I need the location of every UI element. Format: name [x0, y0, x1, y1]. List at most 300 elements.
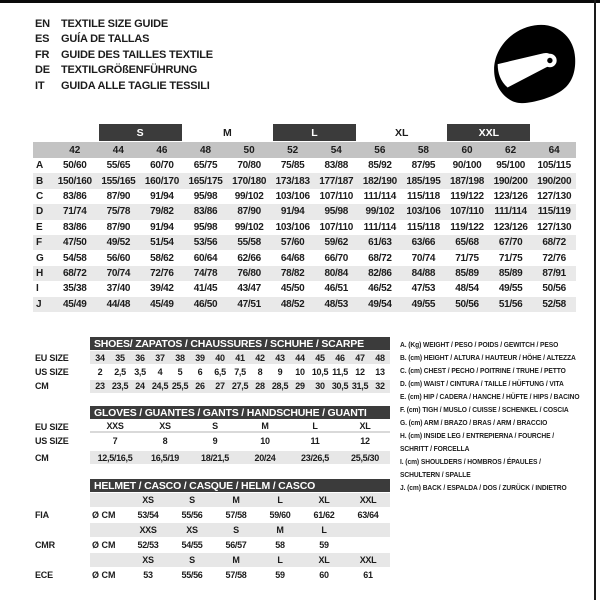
size-value: 35/38: [63, 283, 87, 295]
size-value: 44: [295, 352, 305, 363]
size-value: 39: [195, 352, 205, 363]
legend-line: SCHULTERN / SPALLE: [400, 470, 471, 479]
size-value: 87/90: [106, 221, 131, 233]
language-row: [35, 32, 213, 47]
size-value: 61/63: [368, 237, 392, 249]
size-value: 83/88: [324, 160, 349, 172]
language-titles: [35, 17, 213, 94]
size-value: 127/130: [537, 190, 572, 202]
size-column-header: 56: [374, 144, 386, 156]
size-value: 111/114: [363, 190, 397, 202]
size-value: 7,5: [234, 366, 246, 377]
size-value: 30,5: [331, 381, 349, 392]
language-title: GUIDE DES TAILLES TEXTILE: [61, 48, 213, 61]
size-value: 60/64: [193, 252, 218, 264]
size-value: 70/74: [106, 267, 131, 279]
size-value: 6,5: [214, 366, 226, 377]
table-row: [33, 173, 576, 188]
size-value: 59: [275, 569, 285, 580]
size-value: 42: [255, 352, 265, 363]
size-value: 30: [315, 381, 325, 392]
size-value: 190/200: [493, 175, 528, 187]
size-value: 150/160: [57, 175, 92, 187]
size-column-header: 42: [69, 144, 81, 156]
size-number-header-row: [33, 142, 576, 158]
spacer: [35, 337, 90, 350]
language-row: [35, 79, 213, 94]
size-value: 54/58: [63, 252, 87, 264]
size-value: 63/66: [411, 237, 436, 249]
size-value: 57/58: [225, 569, 247, 580]
helmet-sizes-row: [35, 553, 390, 567]
size-column-header: 52: [287, 144, 299, 156]
size-column-header: 46: [156, 144, 168, 156]
size-value: 115/118: [406, 190, 440, 202]
language-title: TEXTILE SIZE GUIDE: [61, 18, 169, 30]
size-value: 58/62: [150, 252, 174, 264]
diameter-label: Ø CM: [92, 509, 116, 520]
size-value: 59: [319, 539, 329, 550]
size-value: 46/51: [324, 283, 349, 295]
size-value: 105/115: [537, 160, 571, 172]
gloves-row: [35, 420, 390, 433]
legend-line: C. (cm) CHEST / PECHO / POITRINE / TRUHE / PETTO: [400, 366, 566, 375]
size-value: 50/60: [63, 160, 87, 172]
helmet-sizes: [90, 493, 390, 507]
size-value: 85/89: [455, 267, 479, 279]
size-value: 87/90: [106, 190, 131, 202]
size-value: 72/76: [542, 252, 566, 264]
row-label: G: [36, 252, 44, 264]
row-label: B: [36, 175, 44, 187]
size-value: 40: [215, 352, 225, 363]
language-code: DE: [35, 64, 50, 77]
size-value: 46/52: [368, 283, 392, 295]
legend-line: J. (cm) BACK / ESPALDA / DOS / ZURÜCK / INDIETRO: [400, 483, 567, 492]
size-value: 123/126: [493, 190, 528, 202]
gloves-row: [35, 434, 390, 447]
size-value: 170/180: [232, 175, 267, 187]
size-column-header: 64: [548, 144, 560, 156]
size-value: 12: [360, 435, 370, 446]
table-row: [33, 235, 576, 250]
legend-line: B. (cm) HEIGHT / ALTURA / HAUTEUR / HÖHE / ALTEZZA: [400, 353, 576, 362]
size-value: 45: [315, 352, 325, 363]
legend-line: SCHRITT / FORCELLA: [400, 444, 470, 453]
size-value: 34: [95, 352, 105, 363]
size-value: 2,5: [114, 366, 126, 377]
size-value: 23,5: [111, 381, 129, 392]
size-group-l: L: [273, 124, 356, 141]
size-value: 48/54: [455, 283, 479, 295]
row-label: EU SIZE: [35, 352, 69, 363]
size-value: 45/50: [280, 283, 305, 295]
top-border-line: [0, 0, 600, 3]
language-title: GUÍA DE TALLAS: [61, 33, 150, 46]
size-value: 99/102: [234, 221, 264, 233]
table-row: [33, 266, 576, 281]
size-value: 25,5/30: [351, 452, 379, 463]
size-value: 10: [295, 366, 305, 377]
helmet-size-label: L: [321, 524, 327, 535]
size-value: 70/80: [237, 160, 261, 172]
size-column-header: 50: [243, 144, 255, 156]
size-value: 49/54: [368, 298, 392, 310]
size-value: 10: [260, 435, 270, 446]
size-value: 46/50: [193, 298, 218, 310]
size-value: 82/86: [368, 267, 392, 279]
helmet-size-label: XS: [142, 554, 154, 565]
size-value: 107/110: [319, 221, 354, 233]
gloves-table-title: GLOVES / GUANTES / GANTS / HANDSCHUHE / GUANTI: [90, 406, 390, 419]
size-value: 66/70: [324, 252, 349, 264]
size-value: 187/198: [450, 175, 485, 187]
helmet-table-rows: [35, 493, 390, 582]
size-value: 47/51: [237, 298, 261, 310]
size-value: 95/98: [193, 221, 218, 233]
size-value: 37: [155, 352, 165, 363]
size-value: 74/78: [193, 267, 218, 279]
size-value: 71/74: [63, 206, 87, 218]
size-value: 41: [235, 352, 245, 363]
size-value: 95/98: [324, 206, 349, 218]
size-value: 49/52: [106, 237, 131, 249]
table-row: [33, 189, 576, 204]
size-value: 12,5/16,5: [97, 452, 133, 463]
size-value: 87/91: [542, 267, 566, 279]
helmet-size-label: XXL: [359, 494, 377, 505]
size-value: 65/68: [455, 237, 479, 249]
standard-label: FIA: [35, 509, 49, 520]
size-value: 16,5/19: [151, 452, 179, 463]
size-value: 95/98: [193, 190, 218, 202]
helmet-size-label: S: [189, 494, 195, 505]
size-value: 6: [197, 366, 203, 377]
size-value: 44/48: [106, 298, 131, 310]
size-group-xxl: XXL: [447, 124, 530, 141]
size-value: 24: [135, 381, 145, 392]
helmet-size-label: XL: [318, 494, 330, 505]
spacer: [35, 553, 90, 567]
size-value: 18/21,5: [201, 452, 229, 463]
textile-size-table: [33, 123, 576, 312]
table-row: [33, 158, 576, 173]
size-value: XXS: [106, 420, 124, 431]
row-label: H: [36, 267, 44, 279]
size-value: 87/90: [237, 206, 261, 218]
size-group-xl: XL: [394, 126, 409, 139]
helmet-sizes-row: [35, 493, 390, 507]
size-value: 10,5: [311, 366, 329, 377]
size-value: 9: [212, 435, 218, 446]
shoes-table-title: SHOES/ ZAPATOS / CHAUSSURES / SCHUHE / SCARPE: [90, 337, 390, 350]
diameter-label: Ø CM: [92, 539, 116, 550]
size-value: 5: [177, 366, 183, 377]
size-value: 8: [257, 366, 263, 377]
size-value: 48: [375, 352, 385, 363]
legend-line: F. (cm) TIGH / MUSLO / CUISSE / SCHENKEL / COSCIA: [400, 405, 569, 414]
size-value: 35: [115, 352, 125, 363]
language-title: GUIDA ALLE TAGLIE TESSILI: [61, 79, 210, 92]
size-value: L: [312, 420, 318, 431]
size-value: 23/26,5: [301, 452, 329, 463]
size-value: 190/200: [537, 175, 572, 187]
helmet-icon: [486, 13, 576, 108]
gloves-values: [90, 434, 390, 447]
size-value: 155/165: [101, 175, 136, 187]
legend-line: I. (cm) SHOULDERS / HOMBROS / ÉPAULES /: [400, 457, 541, 466]
size-value: 53/56: [193, 237, 218, 249]
size-value: 115/118: [406, 221, 440, 233]
helmet-table-title: HELMET / CASCO / CASQUE / HELM / CASCO: [90, 479, 390, 492]
size-value: 83/86: [63, 221, 87, 233]
size-value: 50/56: [455, 298, 479, 310]
size-value: 71/75: [455, 252, 479, 264]
size-value: 45/49: [150, 298, 174, 310]
size-value: M: [261, 420, 269, 431]
language-row: [35, 63, 213, 78]
size-value: 61: [363, 569, 373, 580]
size-value: 119/122: [450, 190, 484, 202]
size-value: 107/110: [319, 190, 354, 202]
row-label: EU SIZE: [35, 421, 69, 432]
size-value: 27,5: [231, 381, 249, 392]
size-value: 45/49: [63, 298, 87, 310]
size-value: 91/94: [150, 221, 174, 233]
size-value: 39/42: [150, 283, 174, 295]
shoes-values: [90, 351, 390, 364]
size-value: 27: [215, 381, 225, 392]
size-value: 49/55: [498, 283, 523, 295]
size-value: 165/175: [188, 175, 223, 187]
language-row: [35, 48, 213, 63]
table-row: [33, 204, 576, 219]
size-value: 2: [97, 366, 103, 377]
size-group-row: [33, 123, 576, 142]
size-value: S: [212, 420, 218, 431]
row-label: US SIZE: [35, 366, 69, 377]
gloves-row: [35, 451, 390, 464]
shoes-row: [35, 351, 390, 364]
size-value: 160/170: [144, 175, 179, 187]
size-value: 99/102: [365, 206, 395, 218]
size-value: 51/54: [150, 237, 174, 249]
size-value: 65/75: [193, 160, 218, 172]
size-value: 56/57: [225, 539, 247, 550]
size-value: 3,5: [134, 366, 146, 377]
size-value: 79/82: [150, 206, 174, 218]
helmet-size-label: S: [189, 554, 195, 565]
right-border-line: [594, 0, 596, 600]
language-code: FR: [35, 48, 50, 61]
helmet-values-row: [35, 538, 390, 552]
size-value: 84/88: [411, 267, 436, 279]
size-value: 68/72: [542, 237, 566, 249]
size-value: 11: [310, 435, 320, 446]
size-value: 28: [255, 381, 265, 392]
size-value: 48/52: [280, 298, 305, 310]
size-value: 41/45: [193, 283, 218, 295]
size-column-header: 54: [330, 144, 342, 156]
size-value: XL: [359, 420, 371, 431]
size-value: 111/114: [363, 221, 397, 233]
size-value: 182/190: [362, 175, 397, 187]
size-value: 127/130: [537, 221, 572, 233]
size-value: 68/72: [63, 267, 87, 279]
size-value: 57/58: [225, 509, 247, 520]
size-value: 47/53: [411, 283, 436, 295]
gloves-table-rows: [35, 420, 390, 464]
size-value: 57/60: [280, 237, 305, 249]
size-value: 75/78: [106, 206, 131, 218]
size-value: 123/126: [493, 221, 528, 233]
legend-line: D. (cm) WAIST / CINTURA / TAILLE / HÜFTUNG / VITA: [400, 379, 564, 388]
helmet-size-label: XXS: [139, 524, 157, 535]
row-label: E: [36, 221, 43, 233]
spacer: [35, 479, 90, 492]
size-value: 13: [375, 366, 385, 377]
size-column-header: 60: [461, 144, 473, 156]
size-value: 25,5: [171, 381, 189, 392]
legend-line: A. (Kg) WEIGHT / PESO / POIDS / GEWITCH / PESO: [400, 340, 559, 349]
size-value: 24,5: [151, 381, 169, 392]
helmet-table: [35, 479, 390, 583]
size-value: 85/92: [368, 160, 392, 172]
size-value: 60/70: [150, 160, 174, 172]
size-value: 36: [135, 352, 145, 363]
size-value: 47: [355, 352, 365, 363]
helmet-sizes: [90, 523, 390, 537]
size-value: 29: [295, 381, 305, 392]
size-value: 185/195: [406, 175, 441, 187]
size-value: 91/94: [280, 206, 305, 218]
size-value: 9: [277, 366, 283, 377]
spacer: [35, 493, 90, 507]
shoes-table: [35, 337, 390, 394]
table-row: [33, 250, 576, 265]
size-value: 43/47: [237, 283, 261, 295]
size-column-header: 48: [199, 144, 212, 156]
size-value: 55/65: [106, 160, 131, 172]
size-value: 71/75: [498, 252, 523, 264]
helmet-size-label: XL: [318, 554, 330, 565]
measurement-rows: [33, 158, 576, 312]
size-value: 111/114: [494, 206, 527, 218]
size-value: 83/86: [193, 206, 218, 218]
size-value: 76/80: [237, 267, 261, 279]
size-value: 28,5: [271, 381, 289, 392]
size-value: 91/94: [150, 190, 174, 202]
size-column-header: 58: [417, 144, 429, 156]
size-value: 49/55: [411, 298, 436, 310]
size-value: 8: [162, 435, 168, 446]
row-label: D: [36, 206, 44, 218]
row-label: A: [36, 160, 44, 172]
size-value: 83/86: [63, 190, 87, 202]
legend-line: E. (cm) HIP / CADERA / HANCHE / HÜFTE / HIPS / BACINO: [400, 392, 580, 401]
size-value: 56/60: [106, 252, 131, 264]
size-value: 99/102: [234, 190, 264, 202]
shoes-row: [35, 380, 390, 393]
table-row: [33, 220, 576, 235]
size-value: 50/56: [542, 283, 566, 295]
size-value: 46: [335, 352, 345, 363]
size-value: 51/56: [498, 298, 523, 310]
row-label: J: [36, 298, 42, 310]
size-value: 52/58: [542, 298, 566, 310]
size-value: 47/50: [63, 237, 87, 249]
size-value: 67/70: [498, 237, 523, 249]
row-label: CM: [35, 381, 49, 392]
standard-label: ECE: [35, 569, 53, 580]
legend-line: H. (cm) INSIDE LEG / ENTREPIERNA / FOURCHE /: [400, 431, 555, 440]
row-label: I: [36, 283, 39, 295]
size-value: 119/122: [450, 221, 484, 233]
gloves-values: [90, 420, 390, 433]
helmet-values-row: [35, 508, 390, 522]
language-title: TEXTILGRÖßENFÜHRUNG: [61, 64, 198, 77]
helmet-size-label: M: [232, 494, 240, 505]
size-value: 60: [319, 569, 329, 580]
helmet-size-label: L: [277, 554, 283, 565]
diameter-label: Ø CM: [92, 569, 116, 580]
size-value: 85/89: [498, 267, 523, 279]
gloves-table: [35, 406, 390, 466]
size-value: XS: [159, 420, 171, 431]
helmet-values: [90, 568, 390, 582]
size-value: 12: [355, 366, 365, 377]
standard-label: CMR: [35, 539, 55, 550]
size-value: 4: [157, 366, 163, 377]
shoes-row: [35, 365, 390, 378]
language-code: IT: [35, 79, 45, 92]
helmet-size-label: M: [232, 554, 240, 565]
language-row: [35, 17, 213, 32]
table-row: [33, 297, 576, 312]
size-value: 55/56: [181, 569, 203, 580]
helmet-values: [90, 508, 390, 522]
size-value: 55/58: [237, 237, 261, 249]
row-label: F: [36, 237, 43, 249]
size-value: 53/54: [137, 509, 159, 520]
size-group-m: M: [222, 126, 232, 139]
size-value: 64/68: [280, 252, 305, 264]
size-value: 75/85: [280, 160, 305, 172]
gloves-values: [90, 451, 390, 464]
size-value: 59/60: [269, 509, 291, 520]
size-value: 87/95: [411, 160, 436, 172]
helmet-size-label: XS: [142, 494, 154, 505]
size-group-s: S: [99, 124, 182, 141]
size-value: 72/76: [150, 267, 174, 279]
size-value: 173/183: [275, 175, 310, 187]
size-value: 103/106: [406, 206, 441, 218]
language-code: ES: [35, 33, 50, 46]
row-label: US SIZE: [35, 435, 69, 446]
size-value: 95/100: [496, 160, 526, 172]
size-value: 80/84: [324, 267, 349, 279]
row-label: C: [36, 190, 44, 202]
size-column-header: 62: [505, 144, 517, 156]
helmet-size-label: XS: [186, 524, 198, 535]
size-value: 23: [95, 381, 105, 392]
size-value: 32: [375, 381, 385, 392]
helmet-sizes-row: [35, 523, 390, 537]
size-value: 68/72: [368, 252, 392, 264]
size-value: 26: [195, 381, 205, 392]
spacer: [35, 523, 90, 537]
size-value: 59/62: [324, 237, 349, 249]
